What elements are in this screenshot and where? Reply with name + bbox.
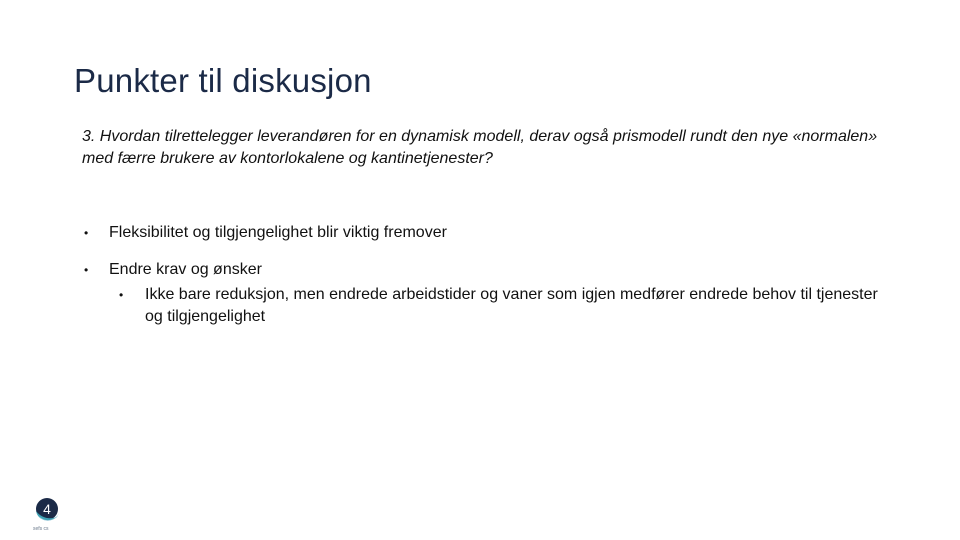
slide-title: Punkter til diskusjon xyxy=(74,62,372,99)
bullet-list xyxy=(82,222,902,343)
sub-bullet-marker: • xyxy=(119,288,124,302)
bullet-marker: • xyxy=(84,226,89,240)
bullet-text: Endre krav og ønsker xyxy=(109,261,262,278)
logo-number: 4 xyxy=(43,501,51,517)
sub-bullet-text: Ikke bare reduksjon, men endrede arbeidstider og vaner som igjen medfører endrede behov til tjenester og tilgjengelighet xyxy=(145,286,878,325)
logo-caption: sefs cs xyxy=(33,526,49,532)
sub-bullet-item xyxy=(109,284,890,328)
bullet-item xyxy=(82,222,902,244)
bullet-text: Fleksibilitet og tilgjengelighet blir viktig fremover xyxy=(109,224,447,241)
discussion-question: 3. Hvordan tilrettelegger leverandøren for en dynamisk modell, derav også prismodell rundt den nye «normalen» med færre brukere av kontorlokalene og kantinetjenester? xyxy=(82,128,878,167)
bullet-item xyxy=(82,259,902,328)
bullet-marker: • xyxy=(84,263,89,277)
